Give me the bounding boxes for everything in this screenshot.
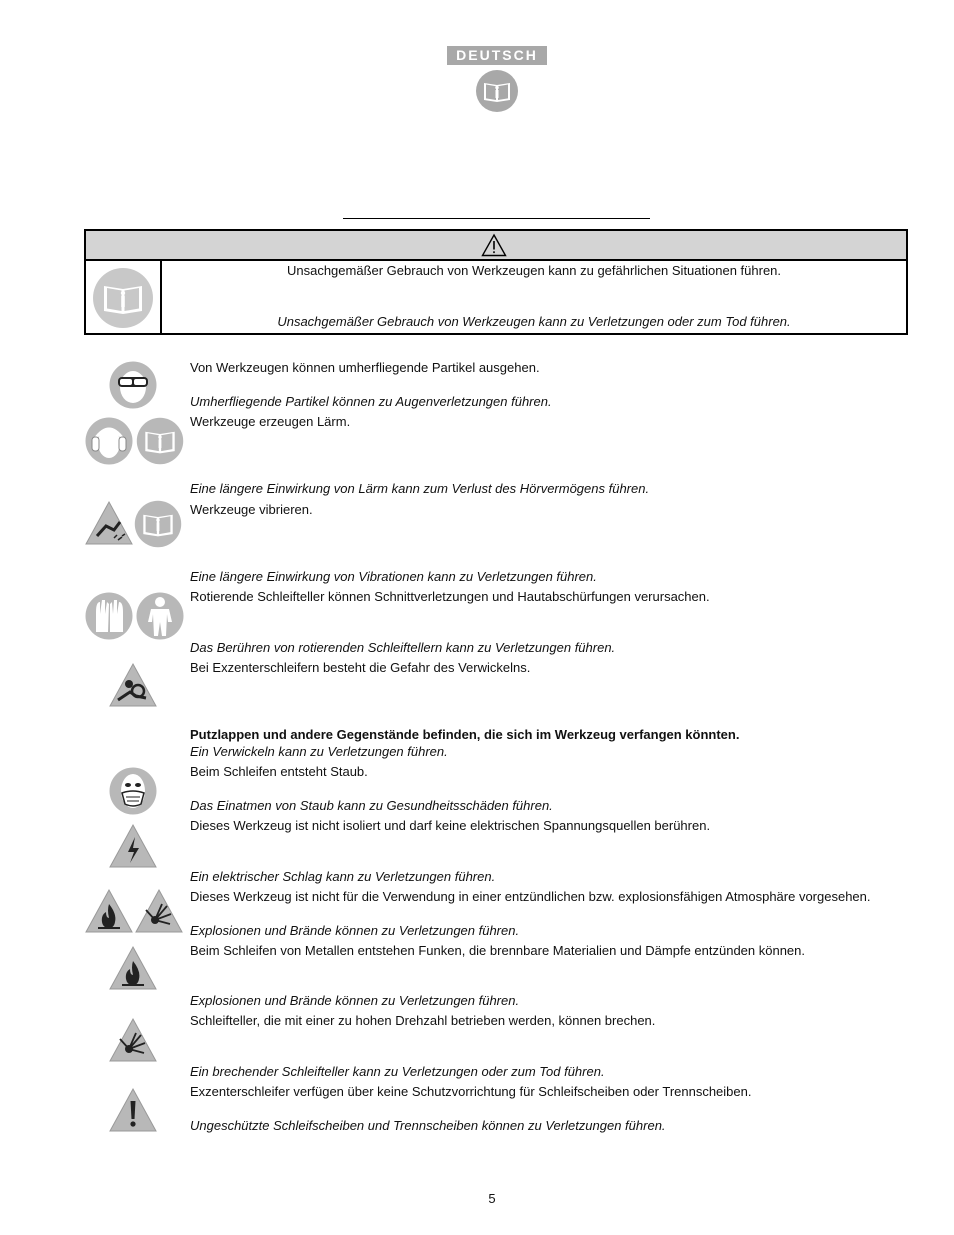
- hazard-text: Dieses Werkzeug ist nicht für die Verwendung in einer entzündlichen bzw. explosionsfähigen Atmosphäre vorgesehen.: [190, 889, 871, 904]
- consequence-text: Explosionen und Brände können zu Verletzungen führen.: [190, 993, 520, 1008]
- hazard-text: Dieses Werkzeug ist nicht isoliert und darf keine elektrischen Spannungsquellen berühren.: [190, 818, 711, 833]
- hazard-bold-text: Putzlappen und andere Gegenstände befinden, die sich im Werkzeug verfangen könnten.: [190, 727, 740, 742]
- warning-text-1: Unsachgemäßer Gebrauch von Werkzeugen kann zu gefährlichen Situationen führen.: [286, 263, 782, 278]
- gloves-icon: [85, 592, 133, 640]
- warning-header: [86, 231, 906, 261]
- read-manual-icon: [92, 267, 154, 329]
- hazard-text: Beim Schleifen von Metallen entstehen Funken, die brennbare Materialien und Dämpfe entzünden können.: [190, 943, 806, 958]
- dust-mask-icon: [109, 767, 157, 815]
- consequence-text: Das Einatmen von Staub kann zu Gesundheitsschäden führen.: [190, 798, 553, 813]
- ear-protection-icon: [85, 417, 133, 465]
- warning-icon-cell: [86, 261, 162, 333]
- hazard-text: Beim Schleifen entsteht Staub.: [190, 764, 368, 779]
- vibration-warning-icon: [84, 500, 134, 546]
- hazard-text: Exzenterschleifer verfügen über keine Schutzvorrichtung für Schleifscheiben oder Trennscheiben.: [190, 1084, 752, 1099]
- language-tab: DEUTSCH: [447, 46, 547, 65]
- consequence-text: Eine längere Einwirkung von Lärm kann zum Verlust des Hörvermögens führen.: [190, 481, 650, 496]
- read-manual-icon: [134, 500, 182, 548]
- electric-shock-warning-icon: [108, 823, 158, 869]
- hazard-text: Bei Exzenterschleifern besteht die Gefahr des Verwickelns.: [190, 660, 531, 675]
- consequence-text: Ein elektrischer Schlag kann zu Verletzungen führen.: [190, 869, 496, 884]
- general-warning-icon: [108, 1087, 158, 1133]
- hazard-text: Werkzeuge erzeugen Lärm.: [190, 414, 351, 429]
- hazard-text: Rotierende Schleifteller können Schnittverletzungen und Hautabschürfungen verursachen.: [190, 589, 710, 604]
- safety-goggles-icon: [109, 361, 157, 409]
- warning-box: [84, 229, 908, 335]
- consequence-text: Das Berühren von rotierenden Schleiftellern kann zu Verletzungen führen.: [190, 640, 616, 655]
- consequence-text: Ungeschützte Schleifscheiben und Trennscheiben können zu Verletzungen führen.: [190, 1118, 666, 1133]
- warning-triangle-icon: [481, 233, 507, 257]
- consequence-text: Explosionen und Brände können zu Verletzungen führen.: [190, 923, 520, 938]
- page-number: 5: [488, 1191, 496, 1206]
- read-manual-icon: [475, 69, 519, 113]
- fire-warning-icon: [84, 888, 134, 934]
- explosion-warning-icon: [108, 1017, 158, 1063]
- hazard-text: Von Werkzeugen können umherfliegende Partikel ausgehen.: [190, 360, 540, 375]
- consequence-text: Ein brechender Schleifteller kann zu Verletzungen oder zum Tod führen.: [190, 1064, 605, 1079]
- explosion-warning-icon: [134, 888, 184, 934]
- title-rule: [343, 218, 650, 219]
- warning-text-2: Unsachgemäßer Gebrauch von Werkzeugen kann zu Verletzungen oder zum Tod führen.: [277, 314, 791, 329]
- protective-clothing-icon: [136, 592, 184, 640]
- consequence-text: Ein Verwickeln kann zu Verletzungen führen.: [190, 744, 448, 759]
- consequence-text: Eine längere Einwirkung von Vibrationen kann zu Verletzungen führen.: [190, 569, 597, 584]
- consequence-text: Umherfliegende Partikel können zu Augenverletzungen führen.: [190, 394, 552, 409]
- fire-warning-icon: [108, 945, 158, 991]
- hazard-text: Schleifteller, die mit einer zu hohen Drehzahl betrieben werden, können brechen.: [190, 1013, 656, 1028]
- read-manual-icon: [136, 417, 184, 465]
- hazard-text: Werkzeuge vibrieren.: [190, 502, 313, 517]
- entanglement-warning-icon: [108, 662, 158, 708]
